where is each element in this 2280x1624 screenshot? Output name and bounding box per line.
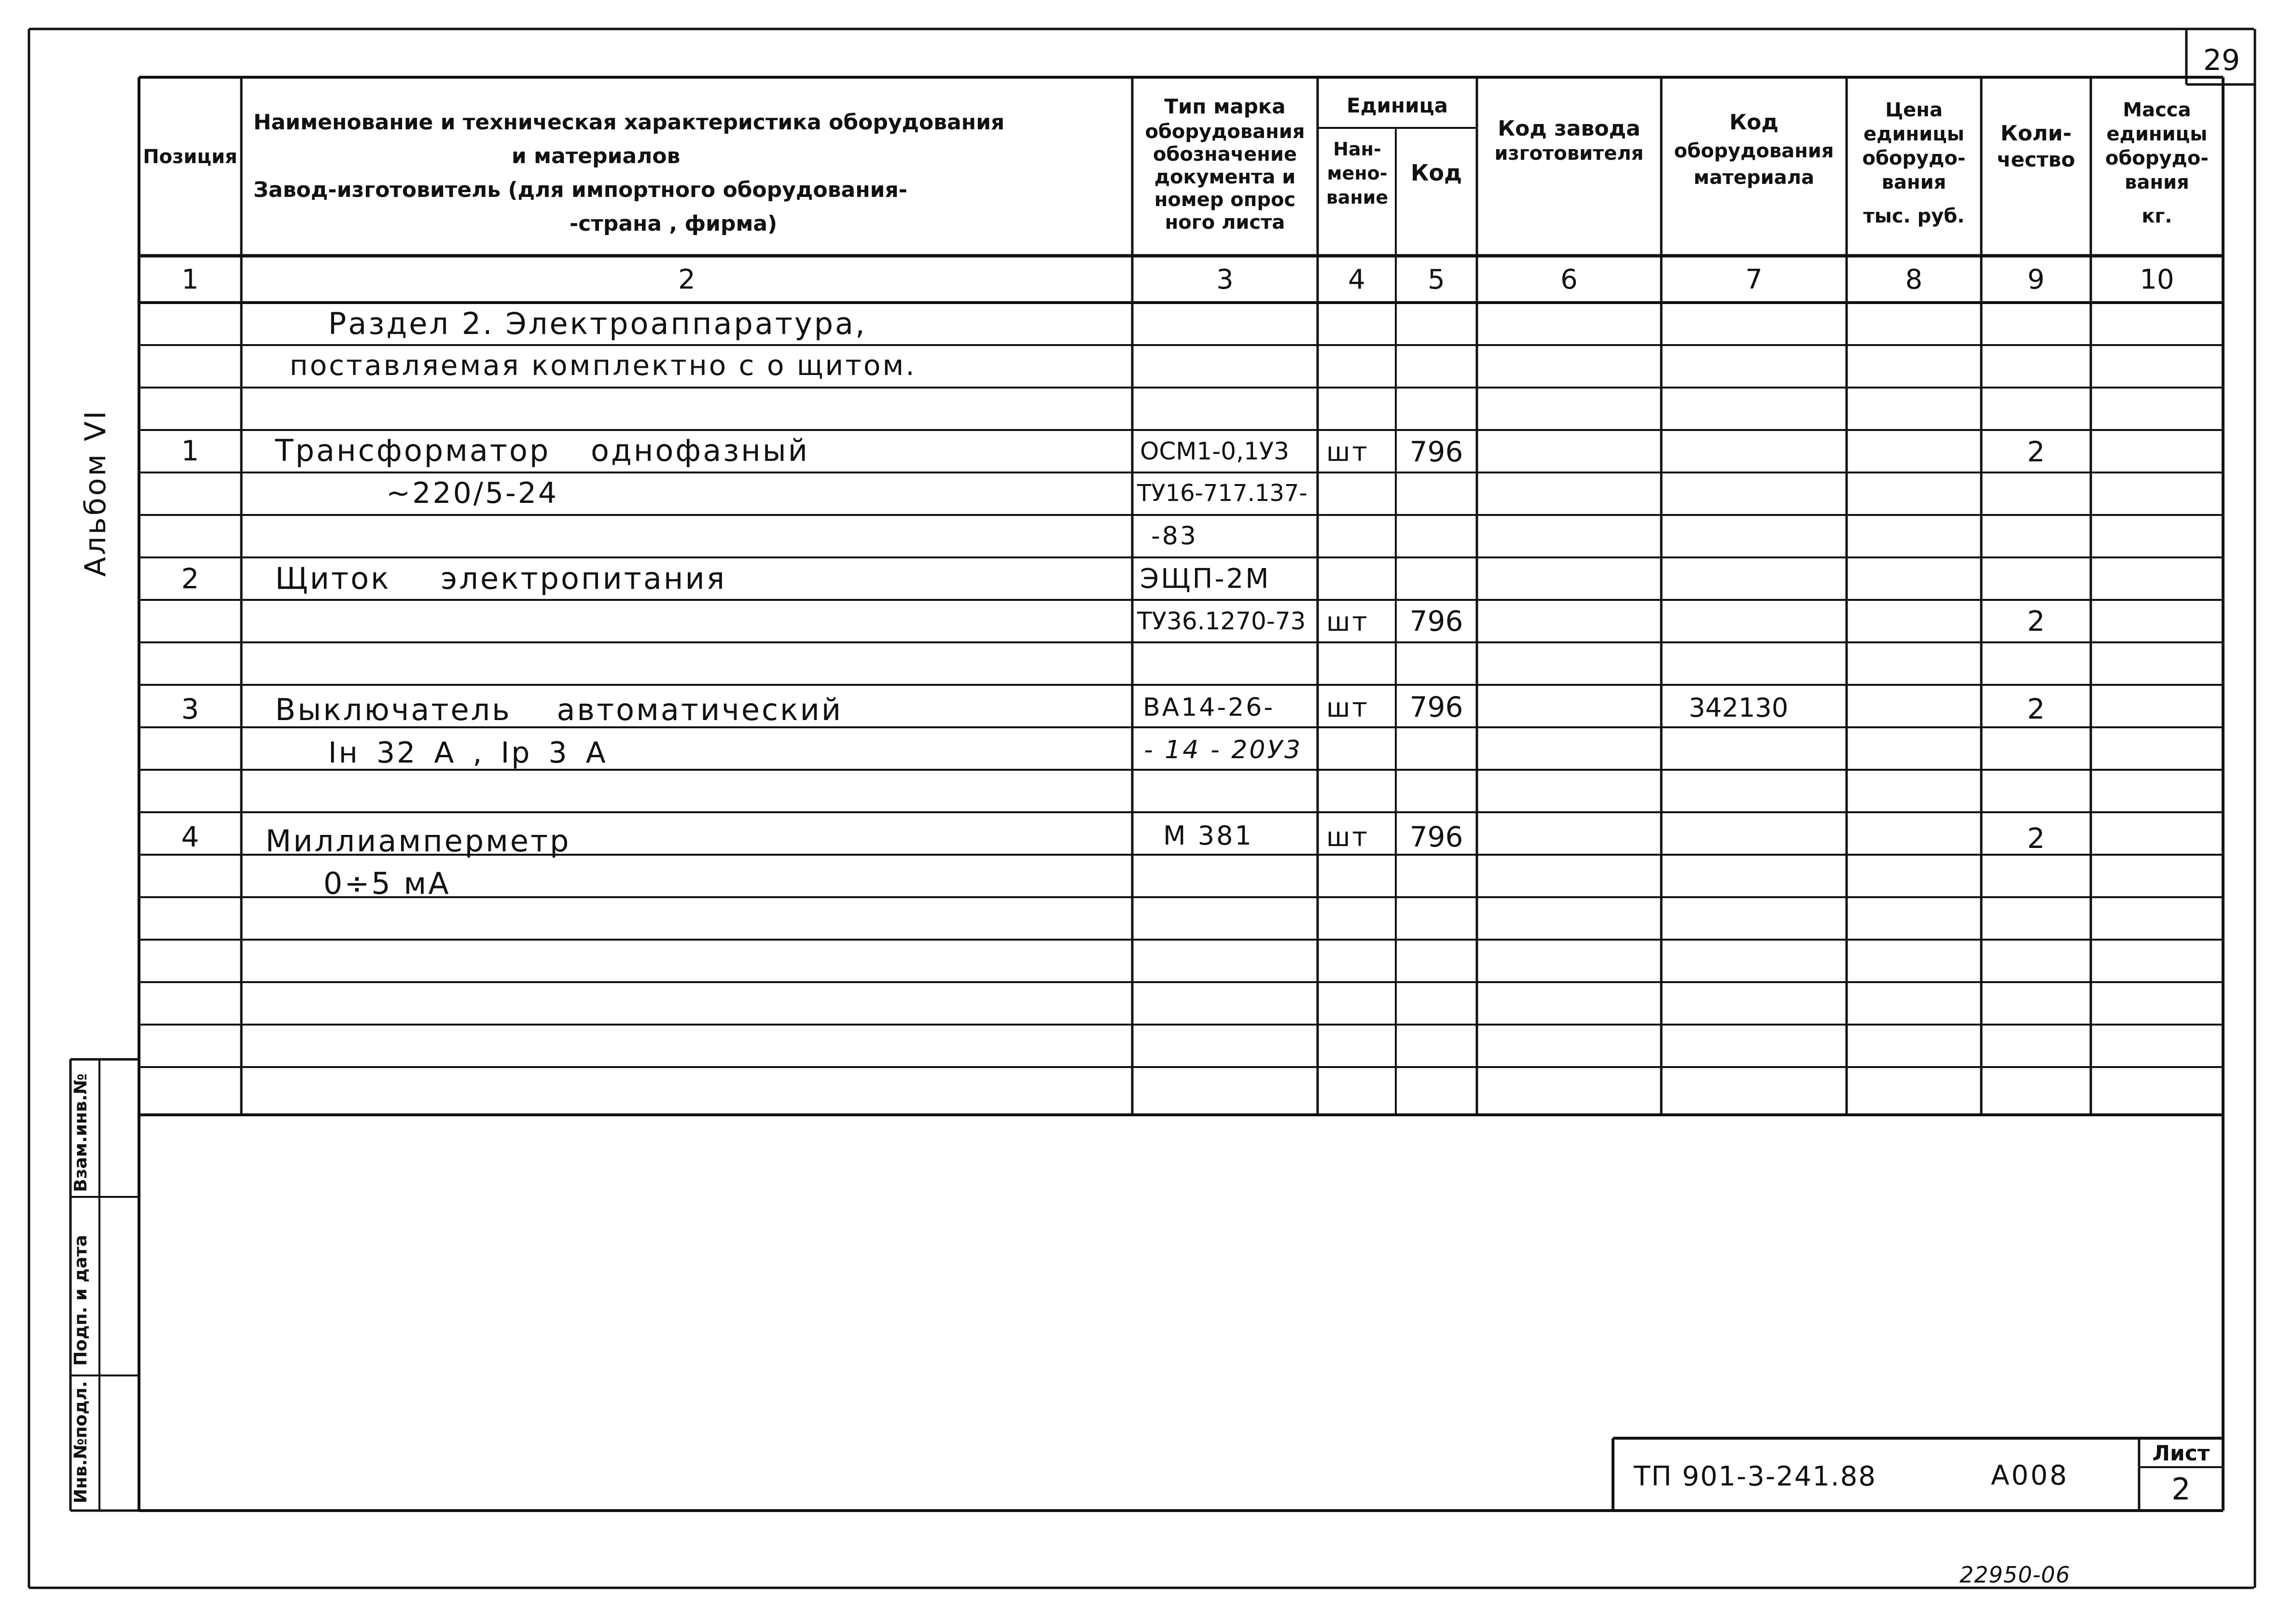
- header-mass-line: кг.: [2141, 205, 2172, 227]
- cell-unit: шт: [1326, 607, 1369, 637]
- header-type-line: Тип марка: [1164, 95, 1286, 118]
- cell-quantity: 2: [2027, 822, 2045, 855]
- header-type-line: номер опрос: [1154, 189, 1296, 211]
- column-number: 5: [1428, 264, 1445, 295]
- header-type-line: ного листа: [1165, 211, 1285, 234]
- header-quantity-line: чество: [1997, 148, 2075, 171]
- column-number: 9: [2027, 264, 2045, 295]
- header-type-line: документа и: [1154, 166, 1296, 188]
- column-number: 7: [1745, 264, 1763, 295]
- cell-type: ОСМ1-0,1У3: [1140, 437, 1290, 465]
- document-suffix: А008: [1991, 1460, 2069, 1491]
- section-title-line2: поставляемая комплектно с о щитом.: [290, 349, 917, 382]
- header-equipment-code-line: Код: [1729, 110, 1779, 135]
- cell-name: ~220/5-24: [386, 476, 559, 510]
- header-mass-line: оборудо-: [2105, 147, 2209, 169]
- list-label: Лист: [2152, 1441, 2210, 1466]
- header-name-line4: -страна , фирма): [570, 211, 778, 236]
- header-equipment-code-line: оборудования: [1674, 140, 1834, 162]
- header-unit-group: Единица: [1347, 94, 1448, 117]
- cell-unit: шт: [1326, 437, 1369, 467]
- column-number: 2: [678, 264, 695, 295]
- header-unit-name-line: вание: [1326, 187, 1389, 208]
- cell-name: Щиток электропитания: [275, 561, 727, 596]
- cell-position: 2: [181, 562, 199, 595]
- cell-unit: шт: [1326, 822, 1369, 852]
- column-number: 1: [181, 264, 199, 295]
- header-unit-name-line: Нан-: [1333, 139, 1381, 160]
- header-unit-code: Код: [1410, 160, 1462, 186]
- cell-unit-code: 796: [1409, 435, 1463, 468]
- header-name-line1: Наименование и техническая характеристика оборудования: [253, 110, 1005, 135]
- section-title-line1: Раздел 2. Электроаппаратура,: [328, 306, 867, 341]
- header-mass-line: вания: [2125, 171, 2189, 194]
- header-mass-line: Масса: [2123, 99, 2191, 121]
- header-factory-code-line: изготовителя: [1494, 142, 1644, 165]
- header-type-line: оборудования: [1145, 121, 1305, 143]
- column-number: 3: [1216, 264, 1234, 295]
- cell-name: Выключатель автоматический: [275, 692, 843, 727]
- page-number: 29: [2203, 43, 2240, 77]
- cell-type: ВА14-26-: [1143, 693, 1275, 722]
- cell-type: ТУ36.1270-73: [1137, 607, 1306, 635]
- cell-name: 0÷5 мА: [323, 866, 451, 901]
- header-position: Позиция: [143, 146, 237, 168]
- header-equipment-code-line: материала: [1694, 167, 1814, 189]
- cell-type: -83: [1151, 522, 1198, 551]
- cell-name: Трансформатор однофазный: [275, 433, 810, 468]
- cell-unit-code: 796: [1409, 605, 1463, 638]
- cell-type: ЭЩП-2М: [1140, 563, 1271, 595]
- cell-unit-code: 796: [1409, 820, 1463, 853]
- column-number: 4: [1348, 264, 1365, 295]
- header-factory-code-line: Код завода: [1498, 116, 1640, 141]
- header-price-line: вания: [1881, 171, 1946, 194]
- list-number: 2: [2171, 1471, 2191, 1507]
- header-price-line: тыс. руб.: [1863, 205, 1965, 227]
- cell-position: 3: [181, 693, 199, 725]
- document-code: ТП 901-3-241.88: [1634, 1461, 1877, 1492]
- header-name-line3: Завод-изготовитель (для импортного оборудования-: [253, 178, 907, 202]
- header-price-line: Цена: [1885, 99, 1943, 121]
- header-type-line: обозначение: [1153, 143, 1297, 166]
- stamp-inventory-original: Инв.№подл.: [71, 1381, 91, 1503]
- cell-position: 1: [181, 434, 199, 467]
- cell-unit: шт: [1326, 693, 1369, 723]
- header-price-line: оборудо-: [1862, 147, 1966, 169]
- cell-type: М 381: [1163, 820, 1253, 851]
- header-price-line: единицы: [1863, 123, 1964, 145]
- header-unit-name-line: мено-: [1327, 163, 1388, 184]
- cell-unit-code: 796: [1409, 691, 1463, 723]
- stamp-replaced-inventory: Взам.инв.№: [71, 1073, 91, 1192]
- cell-equipment-code: 342130: [1688, 693, 1789, 723]
- column-number: 6: [1560, 264, 1578, 295]
- column-number: 8: [1905, 264, 1923, 295]
- header-name-line2: и материалов: [512, 144, 681, 168]
- archive-code: 22950-06: [1960, 1562, 2071, 1588]
- cell-type: - 14 - 20У3: [1144, 736, 1303, 764]
- cell-position: 4: [181, 820, 199, 853]
- cell-name: Миллиамперметр: [265, 823, 571, 859]
- cell-type: ТУ16-717.137-: [1137, 480, 1307, 507]
- column-number: 10: [2140, 264, 2174, 295]
- stamp-signature-date: Подп. и дата: [71, 1235, 91, 1366]
- header-quantity-line: Коли-: [2000, 121, 2072, 146]
- header-mass-line: единицы: [2106, 123, 2208, 145]
- cell-quantity: 2: [2027, 693, 2045, 725]
- cell-quantity: 2: [2027, 605, 2045, 638]
- album-label: Альбом VI: [79, 409, 112, 577]
- cell-name: Iн 32 А , Iр 3 А: [328, 736, 608, 770]
- cell-quantity: 2: [2027, 435, 2045, 468]
